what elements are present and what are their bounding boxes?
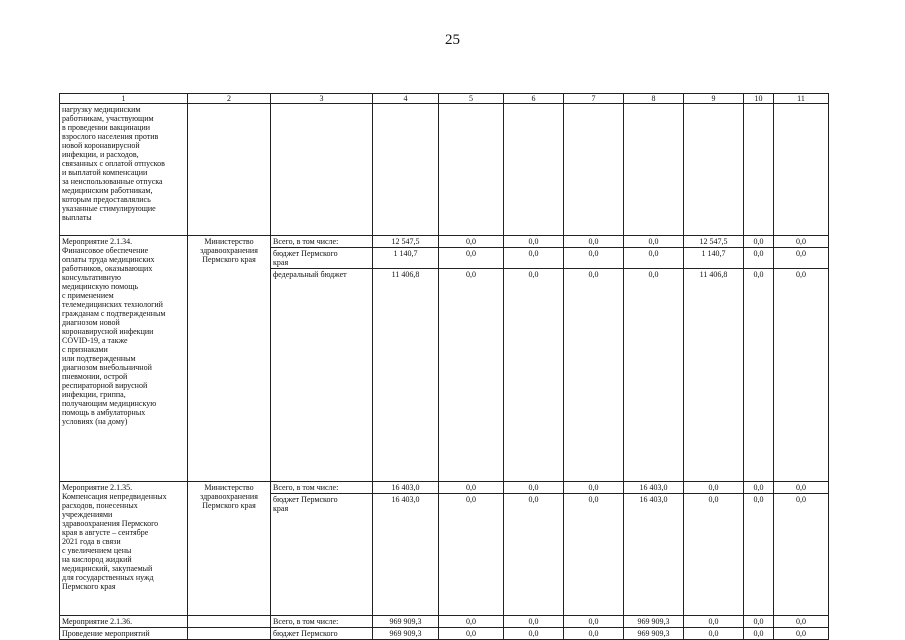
value-cell: 0,0 <box>774 236 829 248</box>
value-cell: 12 547,5 <box>684 236 744 248</box>
value-cell: 16 403,0 <box>373 482 439 494</box>
value-cell: 1 140,7 <box>684 248 744 269</box>
value-cell: 0,0 <box>504 248 564 269</box>
value-cell: 0,0 <box>774 482 829 494</box>
value-cell: 11 406,8 <box>373 269 439 482</box>
table-row <box>60 616 829 628</box>
value-cell: 0,0 <box>564 236 624 248</box>
header-cell: 3 <box>271 94 373 104</box>
value-cell: 0,0 <box>744 628 774 640</box>
value-cell: 969 909,3 <box>373 628 439 640</box>
table-row <box>60 628 829 640</box>
value-cell: 0,0 <box>439 248 504 269</box>
value-cell: 0,0 <box>439 616 504 628</box>
value-cell: 0,0 <box>504 236 564 248</box>
table-row-continuation <box>60 104 829 236</box>
executor: Министерство здравоохранения Пермского края <box>188 482 271 616</box>
measure-description: Мероприятие 2.1.35. Компенсация непредвиденных расходов, понесенных учреждениями здравоохранения Пермского края в августе – сентябре 2021 года в связи с увеличением цены на кислород жидкий медицинский, закупаемый для государственных нужд Пермского края <box>60 482 188 616</box>
header-row <box>60 94 829 104</box>
value-cell: 0,0 <box>564 494 624 616</box>
value-cell: 0,0 <box>774 628 829 640</box>
budget-table <box>59 93 829 640</box>
value-cell: 0,0 <box>744 482 774 494</box>
value-cell: 12 547,5 <box>373 236 439 248</box>
header-cell: 8 <box>624 94 684 104</box>
value-cell: 0,0 <box>504 482 564 494</box>
value-cell: 0,0 <box>744 494 774 616</box>
header-cell: 1 <box>60 94 188 104</box>
value-cell: 0,0 <box>684 616 744 628</box>
value-cell: 0,0 <box>684 628 744 640</box>
measure-description: Проведение мероприятий <box>60 628 188 640</box>
value-cell: 0,0 <box>564 616 624 628</box>
funding-source: бюджет Пермского края <box>271 494 373 616</box>
value-cell: 969 909,3 <box>624 628 684 640</box>
value-cell: 0,0 <box>564 482 624 494</box>
value-cell: 16 403,0 <box>624 494 684 616</box>
value-cell: 16 403,0 <box>624 482 684 494</box>
value-cell: 0,0 <box>624 248 684 269</box>
value-cell: 0,0 <box>624 269 684 482</box>
header-cell: 4 <box>373 94 439 104</box>
header-cell: 6 <box>504 94 564 104</box>
value-cell: 0,0 <box>504 628 564 640</box>
value-cell: 0,0 <box>744 616 774 628</box>
value-cell: 0,0 <box>564 628 624 640</box>
value-cell: 0,0 <box>439 482 504 494</box>
value-cell: 0,0 <box>439 236 504 248</box>
value-cell: 0,0 <box>504 269 564 482</box>
value-cell: 969 909,3 <box>624 616 684 628</box>
header-cell: 11 <box>774 94 829 104</box>
value-cell: 969 909,3 <box>373 616 439 628</box>
header-cell: 2 <box>188 94 271 104</box>
funding-source: бюджет Пермского <box>271 628 373 640</box>
measure-description: Мероприятие 2.1.36. <box>60 616 188 628</box>
executor: Министерство здравоохранения Пермского края <box>188 236 271 482</box>
value-cell: 0,0 <box>684 482 744 494</box>
table-row <box>60 482 829 494</box>
funding-source: Всего, в том числе: <box>271 236 373 248</box>
value-cell: 0,0 <box>774 616 829 628</box>
funding-source: Всего, в том числе: <box>271 482 373 494</box>
value-cell: 0,0 <box>504 494 564 616</box>
funding-source: бюджет Пермского края <box>271 248 373 269</box>
header-cell: 7 <box>564 94 624 104</box>
value-cell: 11 406,8 <box>684 269 744 482</box>
value-cell: 0,0 <box>774 248 829 269</box>
measure-description: нагрузку медицинским работникам, участвующим в проведении вакцинации взрослого населения против новой коронавирусной инфекции, и расходов, связанных с оплатой отпусков и выплатой компенсации за неиспользованные отпуска медицинским работникам, которым предоставлялись указанные стимулирующие выплаты <box>60 104 188 236</box>
value-cell: 0,0 <box>564 248 624 269</box>
value-cell: 0,0 <box>684 494 744 616</box>
page-number: 25 <box>445 32 460 48</box>
value-cell: 0,0 <box>439 494 504 616</box>
value-cell: 1 140,7 <box>373 248 439 269</box>
value-cell: 0,0 <box>774 494 829 616</box>
header-cell: 10 <box>744 94 774 104</box>
value-cell: 0,0 <box>439 628 504 640</box>
value-cell: 0,0 <box>774 269 829 482</box>
value-cell: 0,0 <box>744 269 774 482</box>
value-cell: 0,0 <box>624 236 684 248</box>
header-cell: 9 <box>684 94 744 104</box>
value-cell: 0,0 <box>564 269 624 482</box>
value-cell: 0,0 <box>439 269 504 482</box>
funding-source: федеральный бюджет <box>271 269 373 482</box>
funding-source: Всего, в том числе: <box>271 616 373 628</box>
value-cell: 0,0 <box>744 236 774 248</box>
value-cell: 0,0 <box>504 616 564 628</box>
header-cell: 5 <box>439 94 504 104</box>
measure-description: Мероприятие 2.1.34. Финансовое обеспечение оплаты труда медицинских работников, оказывающих консультативную медицинскую помощь с применением телемедицинских технологий гражданам с подтвержденным диагнозом новой коронавирусной инфекции COVID-19, а также с признаками или подтвержденным диагнозом внебольничной пневмонии, острой респираторной вирусной инфекции, гриппа, получающим медицинскую помощь в амбулаторных условиях (на дому) <box>60 236 188 482</box>
value-cell: 0,0 <box>744 248 774 269</box>
value-cell: 16 403,0 <box>373 494 439 616</box>
table-row <box>60 236 829 248</box>
